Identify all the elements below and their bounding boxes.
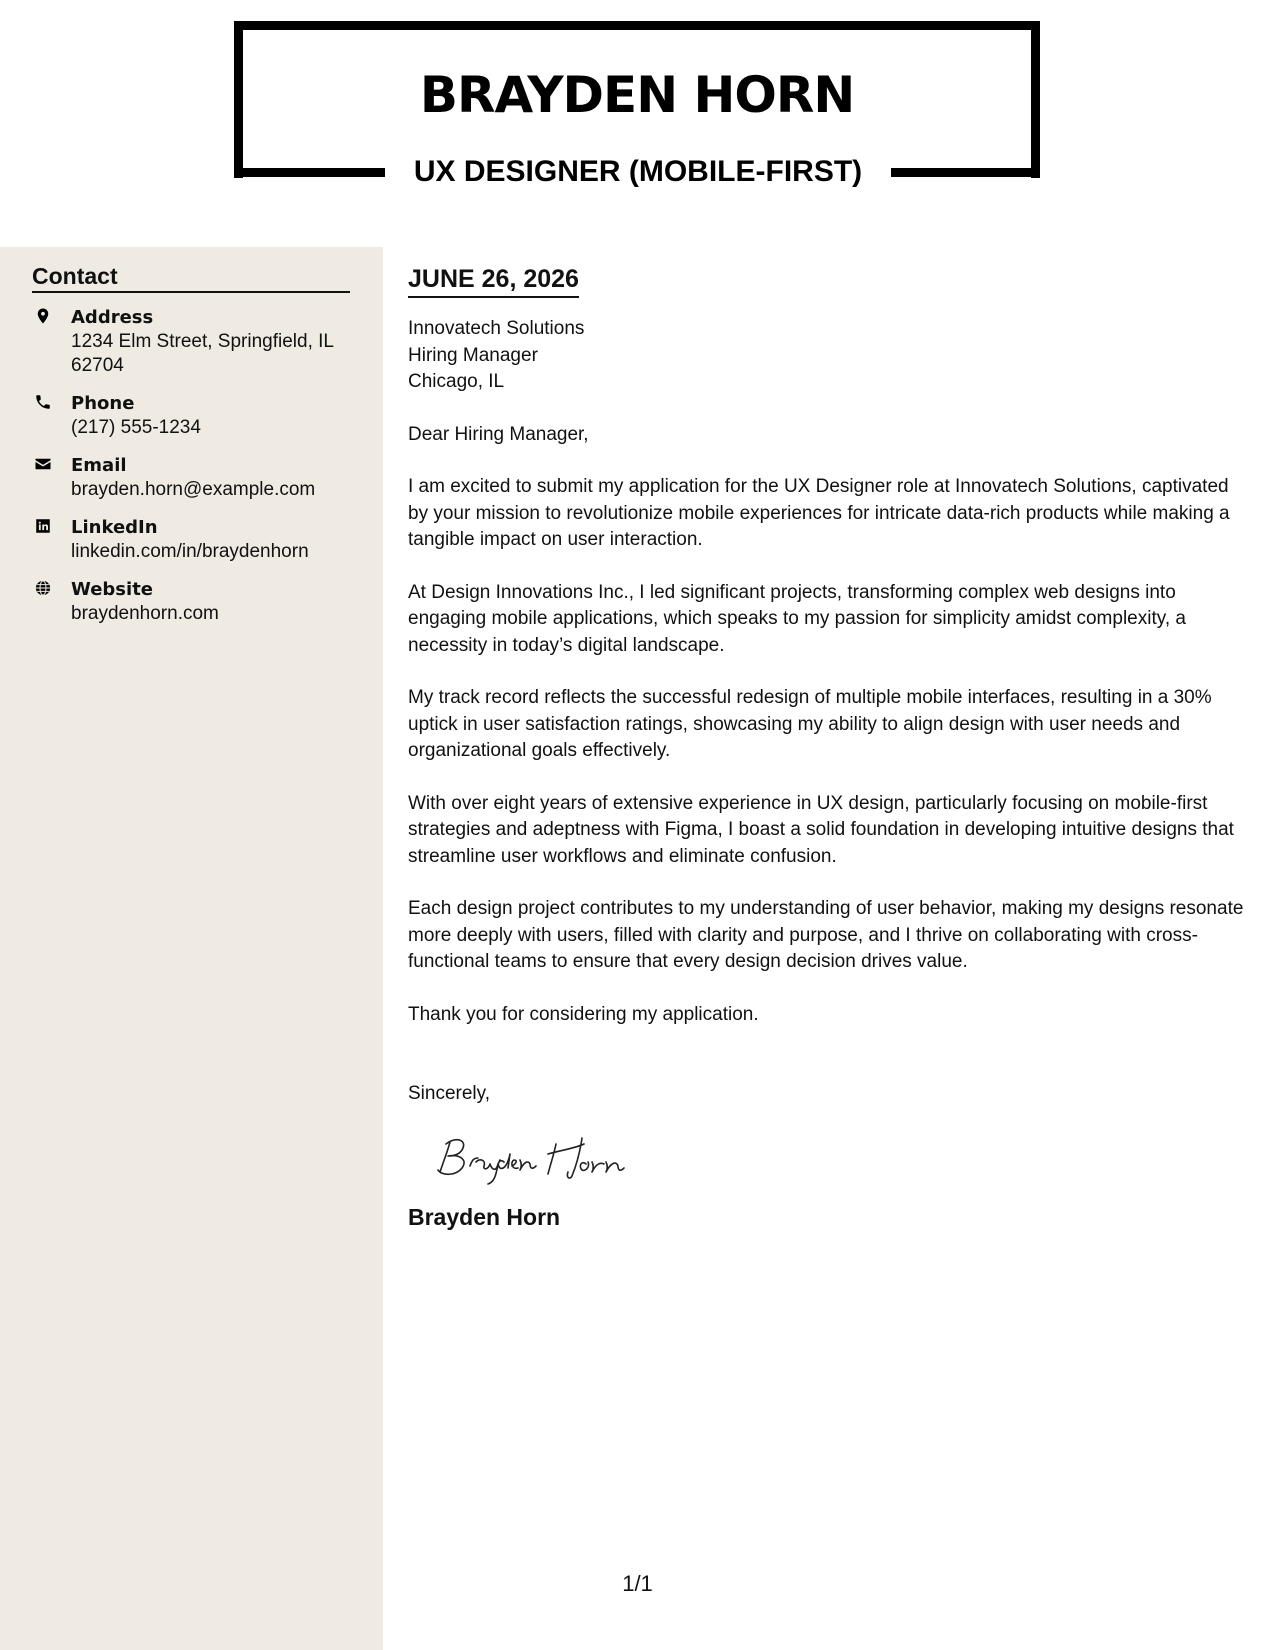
closing-thanks: Thank you for considering my application. (408, 1003, 759, 1025)
contact-label: Address (71, 307, 154, 328)
email-value: brayden.horn@example.com (71, 479, 316, 500)
location-pin-icon (34, 307, 52, 325)
closing: Sincerely, (408, 1083, 491, 1104)
linkedin-value[interactable]: linkedin.com/in/braydenhorn (71, 541, 309, 562)
handwritten-signature (426, 1130, 666, 1188)
header-frame-bottom-left (234, 168, 385, 177)
contact-item-website (32, 577, 362, 626)
header-frame-bottom-right (891, 168, 1040, 177)
contact-sidebar (0, 247, 383, 1650)
applicant-name: BRAYDEN HORN (419, 66, 855, 124)
contact-heading: Contact (32, 261, 350, 293)
contact-item-email (32, 453, 362, 502)
paragraph: Each design project contributes to my understanding of user behavior, making my designs resonate more deeply with users, filled with clarity and purpose, and I thrive on collaborating with cross-functional teams to ensure that every design decision drives value. (408, 898, 1244, 972)
recipient-block (408, 316, 1253, 396)
contact-list (32, 305, 362, 639)
contact-label: LinkedIn (71, 517, 158, 538)
contact-item-linkedin (32, 515, 362, 564)
paragraph: I am excited to submit my application for the UX Designer role at Innovatech Solutions, captivated by your mission to revolutionize mobile experiences for intricate data-rich products while making a tangible impact on user interaction. (408, 476, 1230, 550)
recipient-company: Innovatech Solutions (408, 318, 585, 339)
salutation: Dear Hiring Manager, (408, 423, 589, 445)
globe-icon (34, 579, 52, 597)
contact-label: Email (71, 455, 127, 476)
letter-date: JUNE 26, 2026 (408, 262, 579, 298)
phone-value: (217) 555-1234 (71, 417, 201, 438)
page-number: 1/1 (622, 1571, 653, 1596)
linkedin-icon (34, 517, 52, 535)
letter-body (408, 262, 1253, 1232)
signer-name: Brayden Horn (408, 1203, 561, 1230)
website-value[interactable]: braydenhorn.com (71, 603, 219, 624)
address-value: 1234 Elm Street, Springfield, IL 62704 (71, 331, 334, 376)
recipient-role: Hiring Manager (408, 344, 538, 366)
paragraph: With over eight years of extensive experience in UX design, particularly focusing on mobile-first strategies and adeptness with Figma, I boast a solid foundation in developing intuitive designs that streamline user workflows and eliminate confusion. (408, 792, 1234, 867)
contact-label: Website (71, 579, 154, 600)
contact-item-address (32, 305, 362, 378)
job-title: UX DESIGNER (MOBILE-FIRST) (413, 155, 863, 188)
contact-label: Phone (71, 393, 135, 414)
envelope-icon (34, 455, 52, 473)
recipient-location: Chicago, IL (408, 371, 505, 392)
paragraph: My track record reflects the successful redesign of multiple mobile interfaces, resulting in a 30% uptick in user satisfaction ratings, showcasing my ability to align design with user needs and organizational goals effectively. (408, 687, 1212, 761)
letter-text (408, 422, 1253, 1029)
paragraph: At Design Innovations Inc., I led significant projects, transforming complex web designs into engaging mobile applications, which speaks to my passion for simplicity amidst complexity, a necessity in today’s digital landscape. (408, 581, 1186, 656)
contact-item-phone (32, 391, 362, 440)
phone-icon (34, 393, 52, 411)
